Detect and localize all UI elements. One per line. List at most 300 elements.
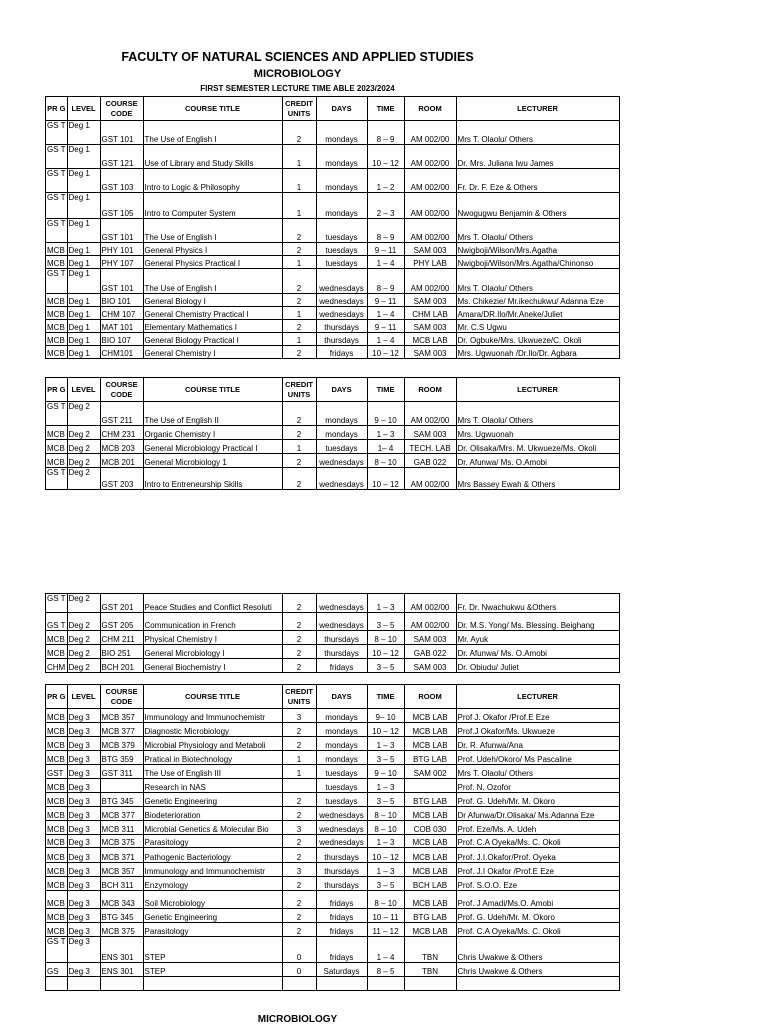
column-header-room: ROOM bbox=[404, 378, 456, 402]
cell-time: 1 – 3 bbox=[367, 426, 404, 440]
cell-prg: MCB bbox=[46, 909, 68, 923]
cell-prg: MCB bbox=[46, 848, 68, 863]
cell-title: Microbial Physiology and Metaboli bbox=[143, 737, 282, 751]
table-header-row bbox=[46, 378, 620, 402]
cell-days: tuesdays bbox=[316, 256, 367, 269]
cell-level: Deg 1 bbox=[67, 145, 100, 169]
cell-prg: GS T bbox=[46, 613, 68, 631]
table-row bbox=[46, 333, 620, 346]
cell-units: 2 bbox=[282, 807, 316, 821]
cell-units: 2 bbox=[282, 645, 316, 659]
cell-time: 3 – 5 bbox=[367, 659, 404, 673]
cell-level: Deg 2 bbox=[67, 454, 100, 468]
cell-units: 2 bbox=[282, 909, 316, 923]
cell-code: MCB 357 bbox=[100, 709, 143, 723]
table-row bbox=[46, 256, 620, 269]
cell-lecturer: Mrs T. Olaolu/ Others bbox=[456, 765, 619, 779]
cell-lecturer: Dr. Ogbuke/Mrs. Ukwueze/C. Okoli bbox=[456, 333, 619, 346]
cell-room bbox=[404, 779, 456, 793]
cell-time: 10 – 12 bbox=[367, 346, 404, 359]
cell-units: 2 bbox=[282, 320, 316, 333]
cell-prg: GS T bbox=[46, 468, 68, 490]
cell-code: BTG 359 bbox=[100, 751, 143, 765]
table-row bbox=[46, 613, 620, 631]
cell-title: General Chemistry I bbox=[143, 346, 282, 359]
cell-time: 9 – 10 bbox=[367, 765, 404, 779]
timetable-deg2-part2 bbox=[45, 593, 620, 673]
cell-days: mondays bbox=[316, 709, 367, 723]
cell-prg: MCB bbox=[46, 307, 68, 320]
cell-title: Intro to Computer System bbox=[143, 193, 282, 219]
cell-time: 9 – 10 bbox=[367, 402, 404, 426]
cell-title: Communication in French bbox=[143, 613, 282, 631]
timetable-deg1 bbox=[45, 96, 620, 359]
cell-prg: GS T bbox=[46, 145, 68, 169]
cell-title: Diagnostic Microbiology bbox=[143, 723, 282, 737]
cell-prg: MCB bbox=[46, 877, 68, 891]
column-header-room: ROOM bbox=[404, 97, 456, 121]
cell-days: thursdays bbox=[316, 631, 367, 645]
faculty-title: FACULTY OF NATURAL SCIENCES AND APPLIED STUDIES bbox=[121, 50, 474, 64]
cell-lecturer: Mr. C.S Ugwu bbox=[456, 320, 619, 333]
cell-code: GST 205 bbox=[100, 613, 143, 631]
cell-room: TBN bbox=[404, 937, 456, 963]
cell-title: Research in NAS bbox=[143, 779, 282, 793]
cell-code: BTG 345 bbox=[100, 793, 143, 807]
cell-days: mondays bbox=[316, 169, 367, 193]
column-header-title: COURSE TITLE bbox=[143, 378, 282, 402]
cell-title: Soil Microbiology bbox=[143, 891, 282, 909]
cell-days: wednesdays bbox=[316, 835, 367, 848]
cell-lecturer: Mrs. Ugwuonah bbox=[456, 426, 619, 440]
cell-code: GST 311 bbox=[100, 765, 143, 779]
timetable-deg3 bbox=[45, 684, 620, 991]
cell-room: AM 002/00 bbox=[404, 468, 456, 490]
cell-code: GST 201 bbox=[100, 594, 143, 613]
cell-time: 1 – 4 bbox=[367, 333, 404, 346]
table-row bbox=[46, 320, 620, 333]
cell-prg: MCB bbox=[46, 891, 68, 909]
cell-level: Deg 1 bbox=[67, 269, 100, 294]
cell-title: STEP bbox=[143, 937, 282, 963]
column-header-lecturer: LECTURER bbox=[456, 685, 619, 709]
column-header-lecturer: LECTURER bbox=[456, 378, 619, 402]
cell-prg: MCB bbox=[46, 631, 68, 645]
column-header-lecturer: LECTURER bbox=[456, 97, 619, 121]
cell-units: 2 bbox=[282, 923, 316, 937]
cell-prg: GST bbox=[46, 765, 68, 779]
cell-room: TBN bbox=[404, 963, 456, 977]
cell-days: wednesdays bbox=[316, 594, 367, 613]
cell-prg: MCB bbox=[46, 256, 68, 269]
column-header-code: COURSE CODE bbox=[100, 97, 143, 121]
cell-title: General Biology Practical I bbox=[143, 333, 282, 346]
cell-prg: MCB bbox=[46, 779, 68, 793]
cell-level: Deg 2 bbox=[67, 402, 100, 426]
table-row bbox=[46, 793, 620, 807]
cell-lecturer: Prof. G. Udeh/Mr. M. Okoro bbox=[456, 909, 619, 923]
cell-time: 1 – 2 bbox=[367, 169, 404, 193]
cell-units: 2 bbox=[282, 346, 316, 359]
cell-code: MCB 375 bbox=[100, 923, 143, 937]
cell-title: Immunology and Immunochemistr bbox=[143, 709, 282, 723]
cell-prg: MCB bbox=[46, 440, 68, 454]
cell-code: GST 203 bbox=[100, 468, 143, 490]
cell-days: tuesdays bbox=[316, 219, 367, 243]
cell-level: Deg 3 bbox=[67, 835, 100, 848]
cell-level bbox=[67, 977, 100, 991]
cell-prg: MCB bbox=[46, 863, 68, 877]
table-row bbox=[46, 145, 620, 169]
cell-lecturer: Dr. Obiudu/ Juliet bbox=[456, 659, 619, 673]
table-row bbox=[46, 440, 620, 454]
cell-room: AM 002/00 bbox=[404, 121, 456, 145]
cell-days: thursdays bbox=[316, 863, 367, 877]
cell-title: Use of Library and Study Skills bbox=[143, 145, 282, 169]
cell-room: AM 002/00 bbox=[404, 145, 456, 169]
cell-units: 1 bbox=[282, 307, 316, 320]
cell-level: Deg 2 bbox=[67, 631, 100, 645]
cell-room: MCB LAB bbox=[404, 863, 456, 877]
cell-room: SAM 003 bbox=[404, 346, 456, 359]
cell-units: 2 bbox=[282, 613, 316, 631]
cell-days: fridays bbox=[316, 346, 367, 359]
column-header-prg: PR G bbox=[46, 97, 68, 121]
column-header-title: COURSE TITLE bbox=[143, 685, 282, 709]
cell-time: 1 – 3 bbox=[367, 737, 404, 751]
cell-units: 2 bbox=[282, 793, 316, 807]
cell-days: thursdays bbox=[316, 333, 367, 346]
cell-title: Intro to Logic & Philosophy bbox=[143, 169, 282, 193]
cell-days: mondays bbox=[316, 121, 367, 145]
cell-prg: MCB bbox=[46, 723, 68, 737]
cell-code: MCB 371 bbox=[100, 848, 143, 863]
cell-level: Deg 1 bbox=[67, 169, 100, 193]
cell-room: MCB LAB bbox=[404, 848, 456, 863]
cell-prg: MCB bbox=[46, 294, 68, 307]
cell-title: Elementary Mathematics I bbox=[143, 320, 282, 333]
cell-lecturer: Prof. C.A Oyeka/Ms. C. Okoli bbox=[456, 835, 619, 848]
cell-prg: MCB bbox=[46, 454, 68, 468]
table-row bbox=[46, 269, 620, 294]
column-header-level: LEVEL bbox=[67, 97, 100, 121]
cell-units: 1 bbox=[282, 333, 316, 346]
cell-title: General Microbiology 1 bbox=[143, 454, 282, 468]
cell-room: MCB LAB bbox=[404, 835, 456, 848]
column-header-days: DAYS bbox=[316, 685, 367, 709]
cell-title: Genetic Engineering bbox=[143, 909, 282, 923]
cell-lecturer: Dr. M.S. Yong/ Ms. Blessing. Beighang bbox=[456, 613, 619, 631]
cell-days: tuesdays bbox=[316, 440, 367, 454]
column-header-days: DAYS bbox=[316, 378, 367, 402]
cell-lecturer: Prof. N. Ozofor bbox=[456, 779, 619, 793]
cell-lecturer: Fr. Dr. Nwachukwu &Others bbox=[456, 594, 619, 613]
cell-lecturer: Dr. Olisaka/Mrs. M. Ukwueze/Ms. Okoli bbox=[456, 440, 619, 454]
cell-units: 3 bbox=[282, 709, 316, 723]
table-row bbox=[46, 645, 620, 659]
cell-lecturer: Dr. Afunwa/ Ms. O.Amobi bbox=[456, 454, 619, 468]
cell-code: BIO 101 bbox=[100, 294, 143, 307]
cell-level: Deg 3 bbox=[67, 848, 100, 863]
cell-code: GST 101 bbox=[100, 219, 143, 243]
cell-title: Microbial Genetics & Molecular Bio bbox=[143, 821, 282, 835]
cell-lecturer: Chris Uwakwe & Others bbox=[456, 937, 619, 963]
cell-lecturer: Dr. R. Afunwa/Ana bbox=[456, 737, 619, 751]
cell-room: MCB LAB bbox=[404, 723, 456, 737]
cell-time: 1 – 3 bbox=[367, 779, 404, 793]
cell-level: Deg 3 bbox=[67, 765, 100, 779]
column-header-units: CREDIT UNITS bbox=[282, 97, 316, 121]
cell-code: MAT 101 bbox=[100, 320, 143, 333]
cell-code: MCB 311 bbox=[100, 821, 143, 835]
column-header-time: TIME bbox=[367, 97, 404, 121]
cell-prg: MCB bbox=[46, 426, 68, 440]
cell-room: SAM 003 bbox=[404, 426, 456, 440]
cell-units: 2 bbox=[282, 243, 316, 256]
cell-level: Deg 3 bbox=[67, 751, 100, 765]
cell-units: 2 bbox=[282, 294, 316, 307]
cell-title: General Microbiology Practical I bbox=[143, 440, 282, 454]
column-header-time: TIME bbox=[367, 378, 404, 402]
table-row bbox=[46, 963, 620, 977]
cell-title: The Use of English I bbox=[143, 121, 282, 145]
table-row bbox=[46, 737, 620, 751]
cell-days: Saturdays bbox=[316, 963, 367, 977]
cell-days: tuesdays bbox=[316, 793, 367, 807]
cell-time: 8 – 9 bbox=[367, 219, 404, 243]
table-row bbox=[46, 923, 620, 937]
cell-level: Deg 1 bbox=[67, 333, 100, 346]
cell-level: Deg 3 bbox=[67, 923, 100, 937]
cell-time: 10 – 12 bbox=[367, 848, 404, 863]
cell-time: 3 – 5 bbox=[367, 793, 404, 807]
cell-lecturer: Ms. Chikezie/ Mr.ikechukwu/ Adanna Eze bbox=[456, 294, 619, 307]
cell-code: BCH 311 bbox=[100, 877, 143, 891]
cell-prg: MCB bbox=[46, 333, 68, 346]
cell-room: SAM 002 bbox=[404, 765, 456, 779]
table-row bbox=[46, 346, 620, 359]
table-row bbox=[46, 219, 620, 243]
cell-lecturer: Mrs T. Olaolu/ Others bbox=[456, 402, 619, 426]
cell-prg: GS T bbox=[46, 594, 68, 613]
cell-days: fridays bbox=[316, 891, 367, 909]
cell-days: thursdays bbox=[316, 848, 367, 863]
cell-title: Pratical in Biotechnology bbox=[143, 751, 282, 765]
cell-code: ENS 301 bbox=[100, 937, 143, 963]
cell-lecturer: Prof.J Okafor/Ms. Ukwueze bbox=[456, 723, 619, 737]
cell-time: 8 – 9 bbox=[367, 121, 404, 145]
cell-lecturer: Prof. Eze/Ms. A. Udeh bbox=[456, 821, 619, 835]
cell-time: 8 – 9 bbox=[367, 269, 404, 294]
cell-units: 2 bbox=[282, 426, 316, 440]
cell-lecturer: Mr. Ayuk bbox=[456, 631, 619, 645]
cell-time: 2 – 3 bbox=[367, 193, 404, 219]
cell-prg: MCB bbox=[46, 807, 68, 821]
cell-code: BCH 201 bbox=[100, 659, 143, 673]
cell-level: Deg 3 bbox=[67, 877, 100, 891]
cell-time: 8 – 10 bbox=[367, 891, 404, 909]
table-row bbox=[46, 468, 620, 490]
table-row bbox=[46, 891, 620, 909]
cell-level: Deg 1 bbox=[67, 256, 100, 269]
column-header-time: TIME bbox=[367, 685, 404, 709]
cell-days: mondays bbox=[316, 193, 367, 219]
cell-room: BTG LAB bbox=[404, 909, 456, 923]
cell-prg: CHM bbox=[46, 659, 68, 673]
cell-days bbox=[316, 977, 367, 991]
cell-time: 3 – 5 bbox=[367, 751, 404, 765]
column-header-level: LEVEL bbox=[67, 685, 100, 709]
cell-lecturer: Prof. J.I.Okafor/Prof. Oyeka bbox=[456, 848, 619, 863]
cell-level: Deg 3 bbox=[67, 793, 100, 807]
cell-code: GST 103 bbox=[100, 169, 143, 193]
cell-prg: MCB bbox=[46, 645, 68, 659]
cell-days: fridays bbox=[316, 937, 367, 963]
cell-units: 2 bbox=[282, 659, 316, 673]
cell-lecturer: Amara/DR.Ilo/Mr.Aneke/Juliet bbox=[456, 307, 619, 320]
table-row bbox=[46, 454, 620, 468]
cell-units: 2 bbox=[282, 468, 316, 490]
cell-lecturer: Prof J. Okafor /Prof.E Eze bbox=[456, 709, 619, 723]
cell-lecturer: Mrs. Ugwuonah /Dr.Ilo/Dr. Agbara bbox=[456, 346, 619, 359]
cell-units: 2 bbox=[282, 219, 316, 243]
cell-title: Pathogenic Bacteriology bbox=[143, 848, 282, 863]
cell-level: Deg 1 bbox=[67, 121, 100, 145]
cell-units: 2 bbox=[282, 631, 316, 645]
cell-code: PHY 107 bbox=[100, 256, 143, 269]
table-row bbox=[46, 765, 620, 779]
cell-code: GST 211 bbox=[100, 402, 143, 426]
semester-title: FIRST SEMESTER LECTURE TIME ABLE 2023/2024 bbox=[200, 84, 395, 93]
cell-level: Deg 1 bbox=[67, 320, 100, 333]
cell-room: SAM 003 bbox=[404, 659, 456, 673]
cell-code: MCB 379 bbox=[100, 737, 143, 751]
cell-lecturer: Prof. J Amadi/Ms.O. Amobi bbox=[456, 891, 619, 909]
cell-level: Deg 2 bbox=[67, 426, 100, 440]
cell-room: SAM 003 bbox=[404, 243, 456, 256]
table-row bbox=[46, 751, 620, 765]
cell-level: Deg 3 bbox=[67, 737, 100, 751]
cell-room: GAB 022 bbox=[404, 645, 456, 659]
cell-days: mondays bbox=[316, 145, 367, 169]
cell-time: 8 – 10 bbox=[367, 821, 404, 835]
cell-lecturer: Chris Uwakwe & Others bbox=[456, 963, 619, 977]
cell-prg: MCB bbox=[46, 737, 68, 751]
table-row bbox=[46, 294, 620, 307]
cell-lecturer: Mrs T. Olaolu/ Others bbox=[456, 219, 619, 243]
cell-level: Deg 2 bbox=[67, 468, 100, 490]
cell-prg: GS T bbox=[46, 121, 68, 145]
cell-code bbox=[100, 779, 143, 793]
cell-title: Immunology and Immunochemistr bbox=[143, 863, 282, 877]
cell-units: 1 bbox=[282, 751, 316, 765]
cell-time: 1 – 3 bbox=[367, 594, 404, 613]
table-row bbox=[46, 193, 620, 219]
cell-time: 1 – 4 bbox=[367, 937, 404, 963]
cell-units bbox=[282, 977, 316, 991]
table-row bbox=[46, 426, 620, 440]
column-header-title: COURSE TITLE bbox=[143, 97, 282, 121]
cell-units: 2 bbox=[282, 594, 316, 613]
table-row bbox=[46, 402, 620, 426]
table-row bbox=[46, 631, 620, 645]
column-header-prg: PR G bbox=[46, 685, 68, 709]
cell-level: Deg 3 bbox=[67, 709, 100, 723]
cell-level: Deg 3 bbox=[67, 909, 100, 923]
cell-time: 10 – 12 bbox=[367, 645, 404, 659]
table-row bbox=[46, 821, 620, 835]
cell-room: GAB 022 bbox=[404, 454, 456, 468]
table-row bbox=[46, 594, 620, 613]
cell-time: 1 – 4 bbox=[367, 256, 404, 269]
cell-units: 1 bbox=[282, 169, 316, 193]
cell-time: 1 – 3 bbox=[367, 835, 404, 848]
cell-level: Deg 1 bbox=[67, 243, 100, 256]
cell-units: 2 bbox=[282, 454, 316, 468]
cell-level: Deg 2 bbox=[67, 594, 100, 613]
table-row bbox=[46, 807, 620, 821]
table-row bbox=[46, 977, 620, 991]
table-row bbox=[46, 779, 620, 793]
cell-level: Deg 2 bbox=[67, 440, 100, 454]
cell-title: General Microbiology I bbox=[143, 645, 282, 659]
cell-level: Deg 3 bbox=[67, 863, 100, 877]
cell-units: 2 bbox=[282, 835, 316, 848]
cell-time: 8 – 10 bbox=[367, 807, 404, 821]
cell-level: Deg 3 bbox=[67, 963, 100, 977]
cell-prg: GS T bbox=[46, 937, 68, 963]
cell-level: Deg 3 bbox=[67, 779, 100, 793]
cell-code: PHY 101 bbox=[100, 243, 143, 256]
table-header-row bbox=[46, 685, 620, 709]
table-row bbox=[46, 835, 620, 848]
cell-days: wednesdays bbox=[316, 454, 367, 468]
cell-time: 9 – 11 bbox=[367, 243, 404, 256]
cell-title bbox=[143, 977, 282, 991]
cell-title: The Use of English I bbox=[143, 269, 282, 294]
cell-room bbox=[404, 977, 456, 991]
cell-room: MCB LAB bbox=[404, 807, 456, 821]
column-header-units: CREDIT UNITS bbox=[282, 378, 316, 402]
cell-lecturer: Mrs T. Olaolu/ Others bbox=[456, 269, 619, 294]
cell-room: AM 002/00 bbox=[404, 193, 456, 219]
cell-level: Deg 2 bbox=[67, 645, 100, 659]
cell-time: 1 – 4 bbox=[367, 307, 404, 320]
cell-units: 2 bbox=[282, 848, 316, 863]
cell-room: PHY LAB bbox=[404, 256, 456, 269]
column-header-units: CREDIT UNITS bbox=[282, 685, 316, 709]
cell-code: MCB 377 bbox=[100, 723, 143, 737]
cell-code: ENS 301 bbox=[100, 963, 143, 977]
cell-title: Biodeterioration bbox=[143, 807, 282, 821]
cell-code: GST 121 bbox=[100, 145, 143, 169]
cell-title: Genetic Engineering bbox=[143, 793, 282, 807]
table-row bbox=[46, 937, 620, 963]
cell-days: wednesdays bbox=[316, 807, 367, 821]
cell-time: 11 – 12 bbox=[367, 923, 404, 937]
cell-prg: GS bbox=[46, 963, 68, 977]
timetable-deg2-part1 bbox=[45, 377, 620, 490]
table-row bbox=[46, 877, 620, 891]
cell-prg: MCB bbox=[46, 923, 68, 937]
cell-time bbox=[367, 977, 404, 991]
cell-room: AM 002/00 bbox=[404, 169, 456, 193]
cell-units: 2 bbox=[282, 269, 316, 294]
cell-lecturer: Dr. Mrs. Juliana Iwu James bbox=[456, 145, 619, 169]
cell-title: Parasitology bbox=[143, 923, 282, 937]
cell-time: 3 – 5 bbox=[367, 613, 404, 631]
cell-days: fridays bbox=[316, 909, 367, 923]
